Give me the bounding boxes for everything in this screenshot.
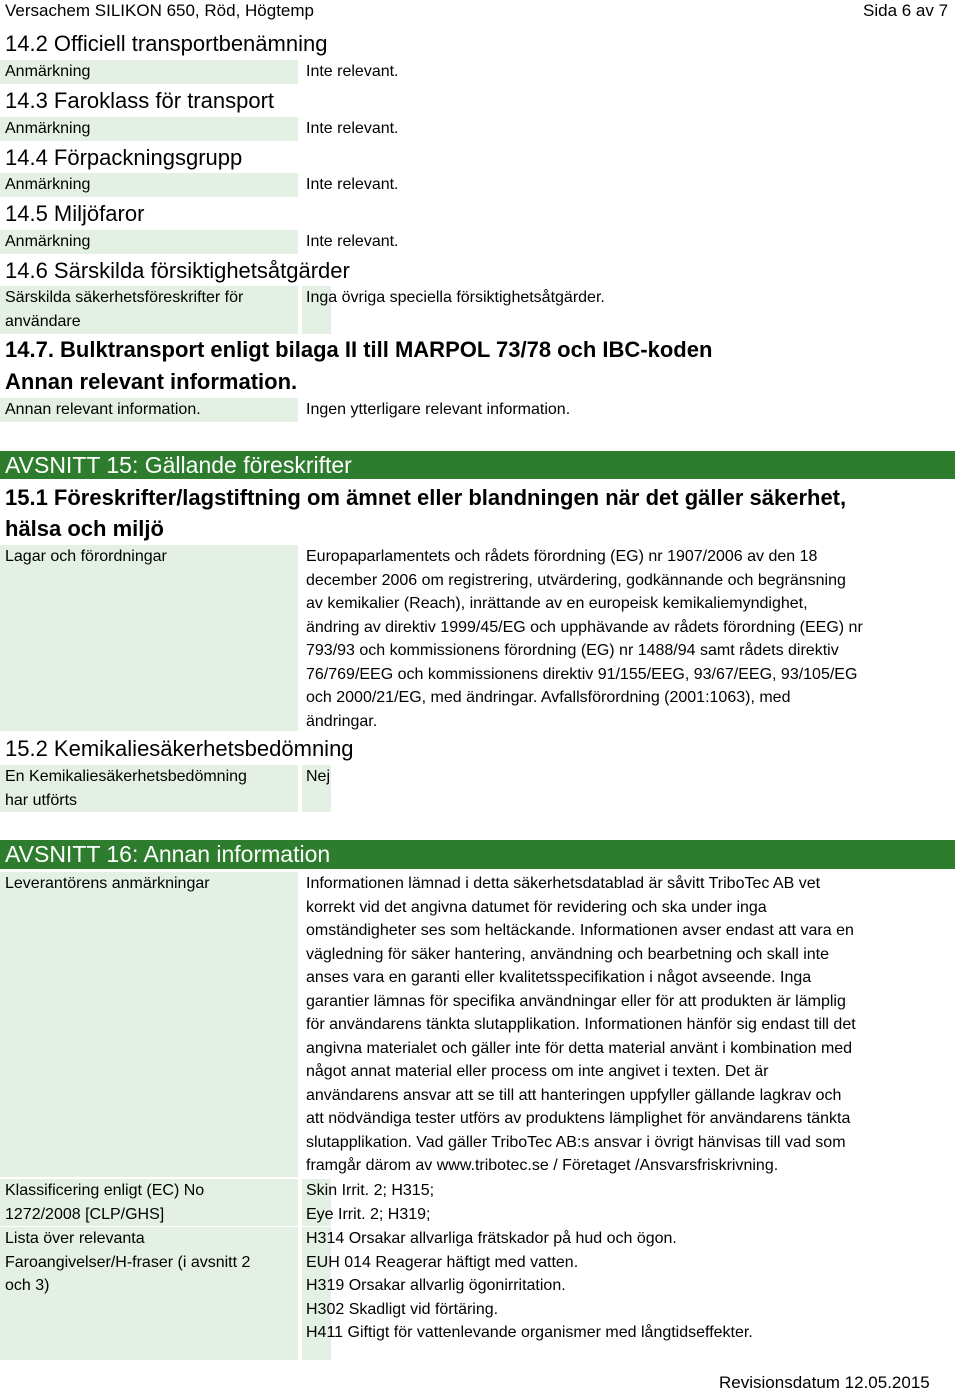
value-annan-relevant: Ingen ytterligare relevant information. <box>306 401 571 418</box>
page-number: Sida 6 av 7 <box>863 1 949 20</box>
value-14-4: Inte relevant. <box>306 176 399 193</box>
value-lista <box>306 1227 753 1345</box>
lev-line: att nödvändiga tester utförs av produktens lämplighet för användarens tänkta <box>306 1110 851 1127</box>
lagar-line: Europaparlamentets och rådets förordning (EG) nr 1907/2006 av den 18 <box>306 548 818 565</box>
lev-line: för användarens tänkta slutapplikation. Informationen hänför sig endast till det <box>306 1016 856 1033</box>
lev-line: framgår därom av www.tribotec.se / Företaget /Ansvarsfriskrivning. <box>306 1157 779 1174</box>
lagar-line: ändring av direktiv 1999/45/EG och upphävande av rådets förordning (EEG) nr <box>306 618 863 636</box>
label-lista-line2: Faroangivelser/H-fraser (i avsnitt 2 <box>5 1253 251 1271</box>
heading-14-7: 14.7. Bulktransport enligt bilaga II till MARPOL 73/78 och IBC-koden <box>5 337 713 362</box>
heading-14-3: 14.3 Faroklass för transport <box>5 88 275 113</box>
heading-14-4: 14.4 Förpackningsgrupp <box>5 145 243 170</box>
lagar-line: och 2000/21/EG, med ändringar. Avfallsförordning (2001:1063), med <box>306 689 791 706</box>
label-sarskilda <box>0 286 298 334</box>
value-14-3: Inte relevant. <box>306 120 399 137</box>
label-ksb-line1: En Kemikaliesäkerhetsbedömning <box>5 768 247 785</box>
lista-line: EUH 014 Reagerar häftigt med vatten. <box>306 1253 579 1271</box>
value-sarskilda: Inga övriga speciella försiktighetsåtgärder. <box>306 289 605 306</box>
heading-annan-relevant: Annan relevant information. <box>5 369 298 394</box>
label-lagar: Lagar och förordningar <box>0 545 298 731</box>
value-14-2: Inte relevant. <box>306 63 399 80</box>
lagar-line: december 2006 om registrering, utvärdering, godkännande och begränsning <box>306 571 846 589</box>
klass-line: Skin Irrit. 2; H315; <box>306 1182 435 1199</box>
lagar-line: ändringar. <box>306 712 378 730</box>
lev-line: omständigheter ses som heltäckande. Informationen avser endast att vara en <box>306 922 854 939</box>
label-anmarkning-14-3: Anmärkning <box>0 117 298 141</box>
section-16-band: AVSNITT 16: Annan information <box>0 840 955 869</box>
lista-line: H411 Giftigt för vattenlevande organismer med långtidseffekter. <box>306 1324 753 1341</box>
label-klass-line2: 1272/2008 [CLP/GHS] <box>5 1205 165 1223</box>
heading-14-5: 14.5 Miljöfaror <box>5 201 145 226</box>
heading-15-1-line2: hälsa och miljö <box>5 516 164 541</box>
heading-15-2: 15.2 Kemikaliesäkerhetsbedömning <box>5 736 354 761</box>
lev-line: anses vara en garanti eller kvalitetsspecifikation i något avseende. Inga <box>306 969 812 986</box>
lagar-line: 793/93 och kommissionens förordning (EG) nr 1488/94 samt rådets direktiv <box>306 642 839 659</box>
value-ksb: Nej <box>306 768 331 785</box>
label-anmarkning-14-5: Anmärkning <box>0 230 298 254</box>
document-title: Versachem SILIKON 650, Röd, Högtemp <box>5 1 314 20</box>
label-leverantor: Leverantörens anmärkningar <box>0 872 298 1177</box>
lev-line: vägledning för säker hantering, användning och bearbetning och skall inte <box>306 945 830 963</box>
lev-line: garantier lämnas för specifika användningar eller för att produkten är lämplig <box>306 992 846 1010</box>
label-ksb-line2: har utförts <box>5 791 78 809</box>
lista-line: H302 Skadligt vid förtäring. <box>306 1300 499 1318</box>
lev-line: något annat material eller process om inte angivet i texten. Det är <box>306 1063 769 1080</box>
label-sarskilda-line2: användare <box>5 312 81 330</box>
value-leverantor <box>306 872 856 1178</box>
label-anmarkning-14-2: Anmärkning <box>0 60 298 84</box>
label-lista <box>0 1227 298 1360</box>
value-14-5: Inte relevant. <box>306 233 399 250</box>
value-lagar <box>306 545 863 733</box>
lev-line: slutapplikation. Vad gäller TriboTec AB:s ansvar i övrigt hänvisas till vad som <box>306 1133 846 1151</box>
lev-line: angivna materialet och gäller inte för detta material använt i kombination med <box>306 1039 853 1057</box>
lagar-line: av kemikalier (Reach), inrättande av en europeisk kemikaliemyndighet, <box>306 595 808 612</box>
lev-line: Informationen lämnad i detta säkerhetsdatablad är såvitt TriboTec AB vet <box>306 875 821 892</box>
lev-line: korrekt vid det angivna datumet för revidering och ska under inga <box>306 898 767 916</box>
lista-line: H314 Orsakar allvarliga frätskador på hud och ögon. <box>306 1230 677 1247</box>
revision-date: Revisionsdatum 12.05.2015 <box>719 1373 930 1392</box>
lev-line: användarens ansvar att se till att hanteringen uppfyller gällande lagkrav och <box>306 1086 842 1104</box>
heading-14-6: 14.6 Särskilda försiktighetsåtgärder <box>5 258 350 283</box>
label-anmarkning-14-4: Anmärkning <box>0 173 298 197</box>
label-klass-line1: Klassificering enligt (EC) No <box>5 1182 205 1199</box>
label-lista-line3: och 3) <box>5 1277 50 1294</box>
label-sarskilda-line1: Särskilda säkerhetsföreskrifter för <box>5 289 244 306</box>
heading-15-1-line1: 15.1 Föreskrifter/lagstiftning om ämnet eller blandningen när det gäller säkerhet, <box>5 485 847 510</box>
klass-line: Eye Irrit. 2; H319; <box>306 1205 431 1223</box>
lagar-line: 76/769/EEG och kommissionens direktiv 91/155/EEG, 93/67/EEG, 93/105/EG <box>306 665 858 683</box>
label-annan-relevant: Annan relevant information. <box>0 398 298 422</box>
value-klassificering <box>306 1179 434 1226</box>
lista-line: H319 Orsakar allvarlig ögonirritation. <box>306 1277 566 1294</box>
section-15-band: AVSNITT 15: Gällande föreskrifter <box>0 451 955 479</box>
label-lista-line1: Lista över relevanta <box>5 1230 145 1247</box>
label-ksb <box>0 765 298 812</box>
label-klassificering <box>0 1179 298 1226</box>
heading-14-2: 14.2 Officiell transportbenämning <box>5 31 328 56</box>
